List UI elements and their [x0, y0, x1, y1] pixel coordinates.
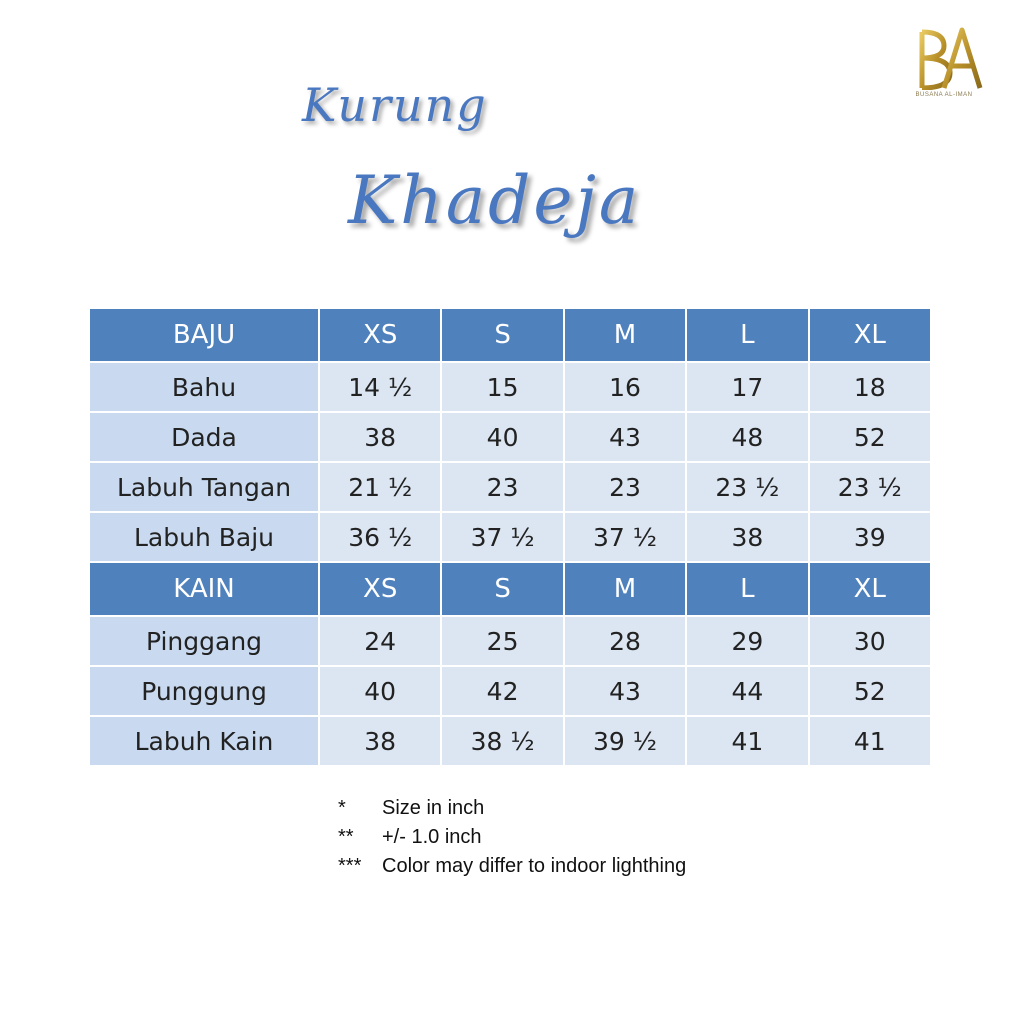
measurement-value: 40 [441, 412, 563, 462]
measurement-value: 15 [441, 362, 563, 412]
notes-list [338, 794, 686, 881]
measurement-value: 38 [319, 412, 441, 462]
size-header-cell: S [441, 308, 563, 362]
size-header-cell: XL [809, 562, 931, 616]
note-marker: ** [338, 826, 354, 848]
note-text: Color may differ to indoor lighthing [382, 855, 687, 877]
note-marker: * [338, 797, 346, 819]
measurement-label: Labuh Kain [89, 716, 319, 766]
table-row [89, 412, 931, 462]
size-header-cell: M [564, 562, 686, 616]
measurement-value: 39 ½ [564, 716, 686, 766]
size-header-cell: XS [319, 308, 441, 362]
measurement-label: Dada [89, 412, 319, 462]
measurement-value: 38 ½ [441, 716, 563, 766]
baju-section-label: BAJU [89, 308, 319, 362]
kain-header-row [89, 562, 931, 616]
measurement-value: 44 [686, 666, 808, 716]
measurement-value: 21 ½ [319, 462, 441, 512]
measurement-value: 52 [809, 666, 931, 716]
measurement-value: 38 [319, 716, 441, 766]
measurement-value: 23 ½ [809, 462, 931, 512]
size-header-cell: M [564, 308, 686, 362]
measurement-value: 43 [564, 666, 686, 716]
note-item [338, 823, 686, 852]
measurement-value: 30 [809, 616, 931, 666]
title-line-2: Khadeja [348, 162, 642, 239]
measurement-value: 39 [809, 512, 931, 562]
measurement-value: 40 [319, 666, 441, 716]
table-row [89, 462, 931, 512]
size-header-cell: XL [809, 308, 931, 362]
brand-logo [900, 26, 988, 108]
measurement-value: 41 [686, 716, 808, 766]
size-chart-table [88, 307, 932, 767]
measurement-value: 23 [564, 462, 686, 512]
size-header-cell: S [441, 562, 563, 616]
note-item [338, 794, 686, 823]
table-row [89, 716, 931, 766]
measurement-value: 28 [564, 616, 686, 666]
size-header-cell: XS [319, 562, 441, 616]
measurement-value: 23 ½ [686, 462, 808, 512]
measurement-value: 38 [686, 512, 808, 562]
measurement-value: 14 ½ [319, 362, 441, 412]
table-row [89, 362, 931, 412]
measurement-value: 36 ½ [319, 512, 441, 562]
note-text: Size in inch [382, 797, 485, 819]
size-header-cell: L [686, 562, 808, 616]
brand-subtitle: BUSANA AL-IMAN [915, 92, 973, 98]
measurement-value: 24 [319, 616, 441, 666]
size-header-cell: L [686, 308, 808, 362]
measurement-value: 18 [809, 362, 931, 412]
measurement-value: 52 [809, 412, 931, 462]
note-item [338, 852, 686, 881]
table-row [89, 666, 931, 716]
measurement-label: Pinggang [89, 616, 319, 666]
measurement-value: 42 [441, 666, 563, 716]
measurement-value: 48 [686, 412, 808, 462]
measurement-value: 17 [686, 362, 808, 412]
measurement-value: 25 [441, 616, 563, 666]
measurement-value: 23 [441, 462, 563, 512]
note-marker: *** [338, 855, 362, 877]
measurement-label: Bahu [89, 362, 319, 412]
table-row [89, 512, 931, 562]
measurement-label: Labuh Baju [89, 512, 319, 562]
measurement-label: Labuh Tangan [89, 462, 319, 512]
note-text: +/- 1.0 inch [382, 826, 482, 848]
measurement-value: 37 ½ [564, 512, 686, 562]
table-row [89, 616, 931, 666]
measurement-label: Punggung [89, 666, 319, 716]
measurement-value: 41 [809, 716, 931, 766]
title-line-1: Kurung [302, 78, 488, 132]
measurement-value: 43 [564, 412, 686, 462]
measurement-value: 29 [686, 616, 808, 666]
brand-logo-mark-icon [900, 26, 988, 90]
measurement-value: 37 ½ [441, 512, 563, 562]
kain-section-label: KAIN [89, 562, 319, 616]
measurement-value: 16 [564, 362, 686, 412]
baju-header-row [89, 308, 931, 362]
